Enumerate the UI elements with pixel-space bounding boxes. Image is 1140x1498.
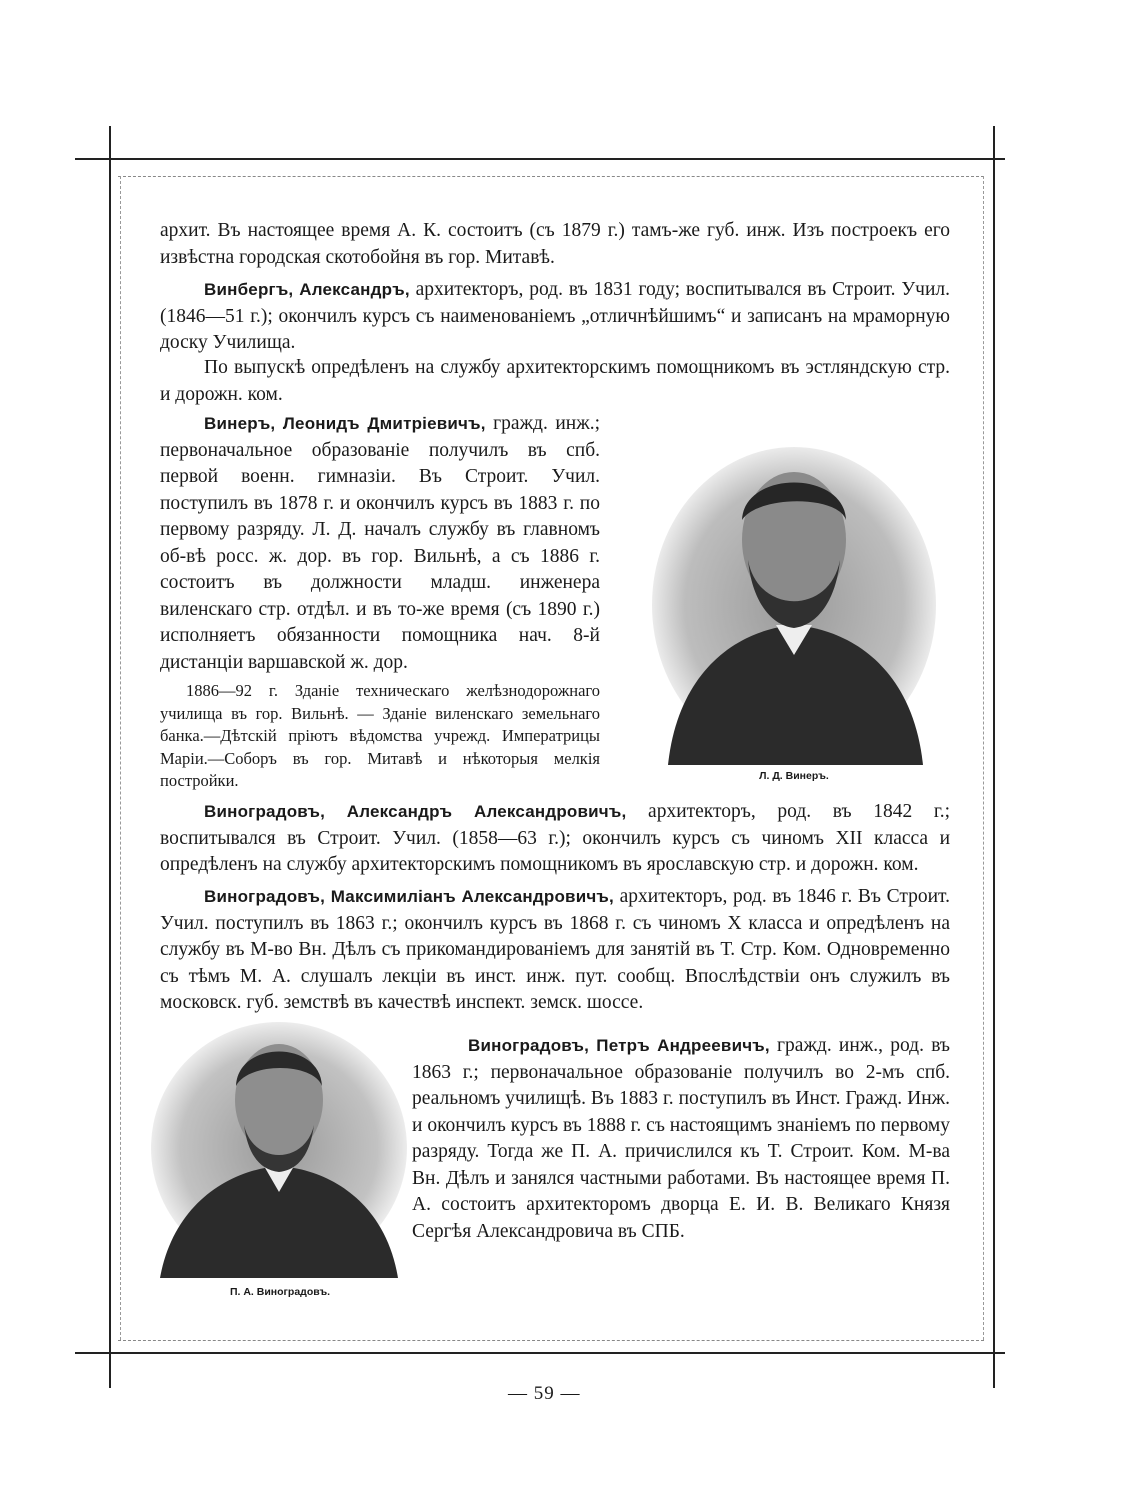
caption-vinogradov: П. А. Виноградовъ. <box>229 1286 331 1298</box>
entry-viner-name: Винеръ, Леонидъ Дмитріевичъ, <box>204 414 486 433</box>
frame-inner-top <box>118 176 984 177</box>
portrait-viner <box>648 440 940 765</box>
entry-vinogradov-petr-name: Виноградовъ, Петръ Андреевичъ, <box>468 1036 770 1055</box>
entry-vinberg <box>160 277 950 357</box>
entry-vinogradov-maksimilian <box>160 884 950 1017</box>
entry-vinogradov-petr-text: гражд. инж., род. въ 1863 г.; первоначальное образованіе получилъ во 2-мъ спб. реальномъ училищѣ. Въ 1883 г. поступилъ въ Инст. Гражд. Инж. и окончилъ курсъ въ 1888 г. съ настоящимъ знаніемъ по первому разряду. Тогда же П. А. причислился къ Т. Строит. Ком. М-ва Вн. Дѣлъ и занялся частными работами. Въ настоящее время П. А. состоитъ архитекторомъ дворца Е. И. В. Великаго Князя Сергѣя Александровича въ СПБ. <box>412 1035 950 1242</box>
entry-vinogradov-aleksandr-text: архитекторъ, род. въ 1842 г.; воспитывался въ Строит. Учил. (1858—63 г.); окончилъ курсъ съ чиномъ XII класса и опредѣленъ на службу архитекторскимъ помощникомъ въ ярославскую стр. и дорожн. ком. <box>160 801 950 875</box>
frame-top-rule <box>75 158 1005 160</box>
entry-viner-works: 1886—92 г. Зданіе техническаго желѣзнодорожнаго училища въ гор. Вильнѣ. — Зданіе виленскаго земельнаго банка.—Дѣтскій пріютъ вѣдомства учрежд. Императрицы Маріи.—Соборъ въ гор. Митавѣ и нѣкоторыя мелкія постройки. <box>160 681 600 790</box>
entry-vinberg-continued: По выпускѣ опредѣленъ на службу архитекторскимъ помощникомъ въ эстляндскую стр. и дорожн. ком. <box>160 357 950 405</box>
frame-inner-bottom <box>118 1340 984 1341</box>
page-number: — 59 — <box>508 1383 581 1404</box>
frame-inner-right <box>983 176 984 1340</box>
entry-vinogradov-aleksandr-name: Виноградовъ, Александръ Александровичъ, <box>204 802 627 821</box>
frame-right-rule <box>993 126 995 1388</box>
paragraph-continuation: архит. Въ настоящее время А. К. состоитъ (съ 1879 г.) тамъ-же губ. инж. Изъ построекъ его извѣстна городская скотобойня въ гор. Митавѣ. <box>160 220 950 268</box>
entry-vinberg-name: Винбергъ, Александръ, <box>204 280 410 299</box>
frame-bottom-rule <box>75 1352 1005 1354</box>
entry-viner <box>160 411 600 676</box>
entry-vinogradov-aleksandr <box>160 799 950 879</box>
entry-viner-text: гражд. инж.; первоначальное образованіе получилъ въ спб. первой военн. гимназіи. Въ Строит. Учил. поступилъ въ 1878 г. и окончилъ курсъ въ 1883 г. по первому разряду. Л. Д. началъ службу въ главномъ об-вѣ росс. ж. дор. въ гор. Вильнѣ, а съ 1886 г. состоитъ въ должности младш. инженера виленскаго стр. отдѣл. и въ то-же время (съ 1890 г.) исполняетъ обязанности помощника нач. 8-й дистанціи варшавской ж. дор. <box>160 413 601 673</box>
entry-vinogradov-petr <box>412 1033 950 1245</box>
portrait-vinogradov <box>148 1020 410 1278</box>
caption-viner: Л. Д. Винеръ. <box>759 770 829 782</box>
entry-vinogradov-maksimilian-name: Виноградовъ, Максимиліанъ Александровичъ, <box>204 887 614 906</box>
entry-vinberg-text: архитекторъ, род. въ 1831 году; воспитывался въ Строит. Учил. (1846—51 г.); окончилъ курсъ съ наименованіемъ „отличнѣйшимъ“ и записанъ на мраморную доску Училища. <box>160 279 950 353</box>
entry-vinogradov-maksimilian-text: архитекторъ, род. въ 1846 г. Въ Строит. Учил. поступилъ въ 1863 г.; окончилъ курсъ въ 1868 г. съ чиномъ X класса и опредѣленъ на службу въ М-во Вн. Дѣлъ съ прикомандированіемъ для занятій въ Т. Стр. Ком. Одновременно съ тѣмъ М. А. слушалъ лекціи въ инст. инж. пут. сообщ. Впослѣдствіи онъ служилъ въ московск. губ. земствѣ въ качествѣ инспект. земск. шоссе. <box>160 886 950 1013</box>
frame-inner-left <box>120 176 121 1340</box>
frame-left-rule <box>109 126 111 1388</box>
